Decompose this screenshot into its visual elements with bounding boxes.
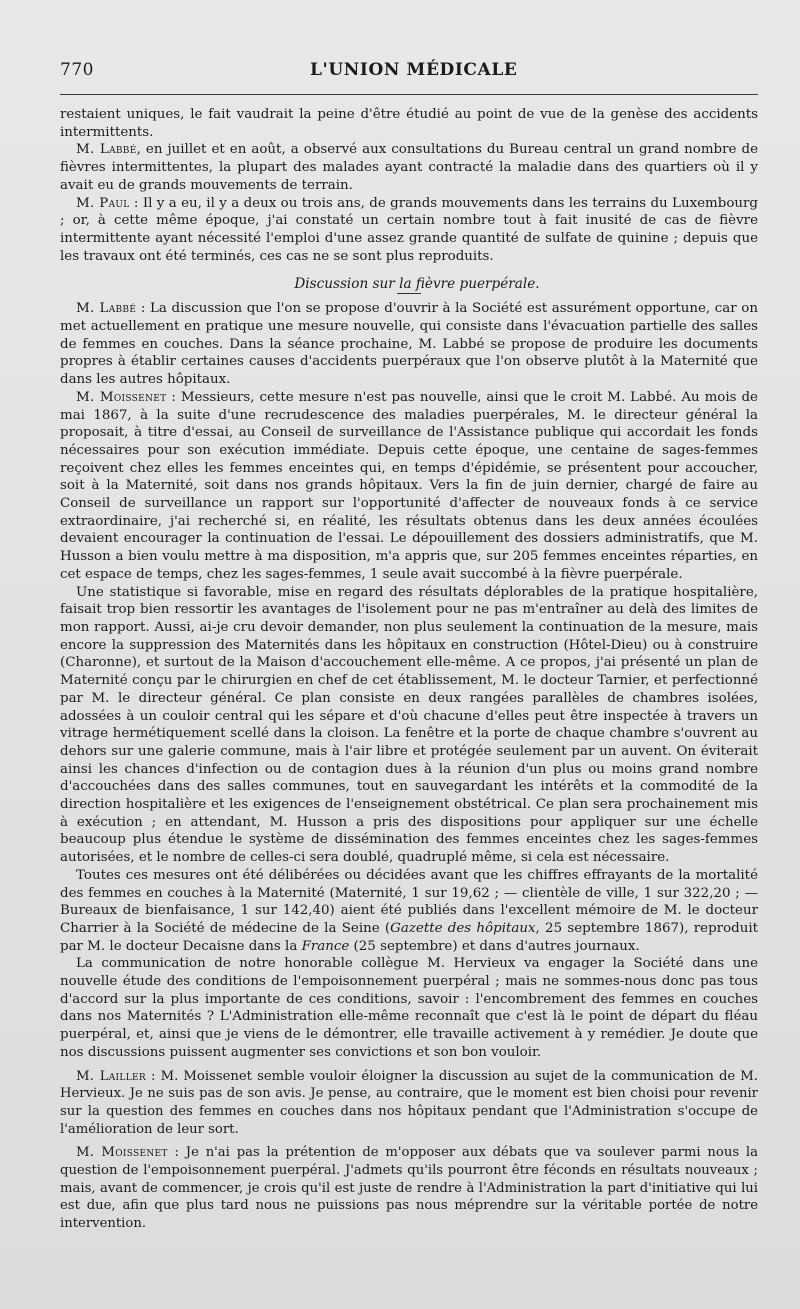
header-rule <box>60 94 758 95</box>
page-body <box>60 106 758 1233</box>
speaker-name: M. Labbé <box>76 142 137 158</box>
paragraph: M. Labbé, en juillet et en août, a observé aux consultations du Bureau central un grand nombre de fièvres intermittentes, la plupart des malades ayant contracté la maladie dans des quartiers où il y avait eu de grands mouvements de terrain. <box>60 142 758 193</box>
paragraph: restaient uniques, le fait vaudrait la peine d'être étudié au point de vue de la genèse des accidents intermittents. <box>60 107 758 140</box>
spacer <box>60 265 758 275</box>
section-heading: Discussion sur la fièvre puerpérale. <box>294 276 540 293</box>
paragraph: M. Paul : Il y a eu, il y a deux ou trois ans, de grands mouvements dans les terrains du Luxembourg ; or, à cette même époque, j'ai constaté un certain nombre tout à fait inusité de cas de fièvre intermittente ayant nécessité l'emploi d'une assez grande quantité de sulfate de quinine ; depuis que les travaux ont été terminés, ces cas ne se sont plus reproduits. <box>60 195 758 264</box>
paragraph: Toutes ces mesures ont été délibérées ou décidées avant que les chiffres effrayants de la mortalité des femmes en couches à la Maternité (Maternité, 1 sur 19,62 ; — clientèle de ville, 1 sur 322,20 ; — Bureaux de bienfaisance, 1 sur 142,40) aient été publiés dans l'excellent mémoire de M. le docteur Charrier à la Société de médecine de la Seine (Gazette des hôpitaux, 25 septembre 1867), reproduit par M. le docteur Decaisne dans la France (25 septembre) et dans d'autres journaux. <box>60 867 758 954</box>
running-title: L'UNION MÉDICALE <box>310 60 518 80</box>
closing-remarks <box>60 1068 758 1233</box>
speaker-name: M. Labbé <box>76 301 137 317</box>
paragraph: La communication de notre honorable collègue M. Hervieux va engager la Société dans une nouvelle étude des conditions de l'empoisonnement puerpéral ; mais ne sommes-nous donc pas tous d'accord sur la plus importante de ces conditions, savoir : l'encombrement des femmes en couches dans nos Maternités ? L'Administration elle-même reconnaît que c'est là le point de départ du fléau puerpéral, et, ainsi que je viens de le démontrer, elle travaille activement à y remédier. Je doute que nos discussions puissent augmenter ses convictions et son bon vouloir. <box>60 956 758 1060</box>
paragraph: Une statistique si favorable, mise en regard des résultats déplorables de la pratique hospitalière, faisait trop bien ressortir les avantages de l'isolement pour ne pas m'entraîner au delà des limites de mon rapport. Aussi, ai-je cru devoir demander, non plus seulement la continuation de la mesure, mais encore la suppression des Maternités dans les hôpitaux en construction (Hôtel-Dieu) ou à construire (Charonne), et surtout de la Maison d'accouchement elle-même. A ce propos, j'ai présenté un plan de Maternité conçu par le chirurgien en chef de cet établissement, M. le docteur Tarnier, et perfectionné par M. le directeur général. Ce plan consiste en deux rangées parallèles de chambres isolées, adossées à un couloir central qui les sépare et d'où chacune d'elles peut être inspectée à travers un vitrage hermétiquement scellé dans la cloison. La fenêtre et la porte de chaque chambre s'ouvrent au dehors sur une galerie commune, mais à l'air libre et protégée seulement par un auvent. On éviterait ainsi les chances d'infection ou de contagion dues à la réunion d'un plus ou moins grand nombre d'accouchées dans des salles communes, tout en sauvegardant les intérêts et la commodité de la direction hospitalière et les exigences de l'enseignement obstétrical. Ce plan sera prochainement mis à exécution ; en attendant, M. Husson a pris des dispositions pour appliquer sur une échelle beaucoup plus étendue le système de dissémination des femmes enceintes chez les sages-femmes autorisées, et le nombre de celles-ci sera doublé, quadruplé même, si cela est nécessaire. <box>60 584 758 866</box>
paragraph: M. Moissenet : Messieurs, cette mesure n'est pas nouvelle, ainsi que le croit M. Labbé. Au mois de mai 1867, à la suite d'une recrudescence des maladies puerpérales, M. le directeur général la proposait, à titre d'essai, au Conseil de surveillance de l'Assistance publique qui accordait les fonds nécessaires pour son exécution immédiate. Depuis cette époque, une centaine de sages-femmes reçoivent chez elles les femmes enceintes qui, en temps d'épidémie, se présentent pour accoucher, soit à la Maternité, soit dans nos grands hôpitaux. Vers la fin de juin dernier, chargé de faire au Conseil de surveillance un rapport sur l'opportunité d'affecter de nouveaux fonds à ce service extraordinaire, j'ai recherché si, en réalité, les résultats obtenus dans les deux années écoulées devaient encourager la continuation de l'essai. Le dépouillement des dossiers administratifs, que M. Husson a bien voulu mettre à ma disposition, m'a appris que, sur 205 femmes enceintes réparties, en cet espace de temps, chez les sages-femmes, 1 seule avait succombé à la fièvre puerpérale. <box>60 389 758 582</box>
speaker-name: M. Moissenet <box>76 389 167 405</box>
page-header <box>60 60 758 84</box>
speaker-name: M. Moissenet <box>76 1145 168 1161</box>
page-number: 770 <box>60 60 94 80</box>
speaker-name: M. Lailler <box>76 1068 146 1084</box>
journal-title: Gazette des hôpitaux <box>390 920 536 936</box>
paragraph: M. Labbé : La discussion que l'on se propose d'ouvrir à la Société est assurément opportune, car on met actuellement en pratique une mesure nouvelle, qui consiste dans l'évacuation partielle des salles de femmes en couches. Dans la séance prochaine, M. Labbé se propose de produire les documents propres à établir certaines causes d'accidents puerpéraux que l'on observe plutôt à la Maternité que dans les autres hôpitaux. <box>60 301 758 388</box>
speaker-name: M. Paul <box>76 195 130 211</box>
journal-title: France <box>301 938 350 954</box>
paragraph: M. Lailler : M. Moissenet semble vouloir éloigner la discussion au sujet de la communication de M. Hervieux. Je ne suis pas de son avis. Je pense, au contraire, que le moment est bien choisi pour revenir sur la question des femmes en couches dans nos hôpitaux pendant que l'Administration s'occupe de l'amélioration de leur sort. <box>60 1068 759 1137</box>
paragraph: M. Moissenet : Je n'ai pas la prétention de m'opposer aux débats que va soulever parmi nous la question de l'empoisonnement puerpéral. J'admets qu'ils pourront être féconds en résultats nouveaux ; mais, avant de commencer, je crois qu'il est juste de rendre à l'Administration la part d'initiative qui lui est due, afin que plus tard nous ne puissions pas nous méprendre sur la véritable portée de notre intervention. <box>60 1145 758 1232</box>
